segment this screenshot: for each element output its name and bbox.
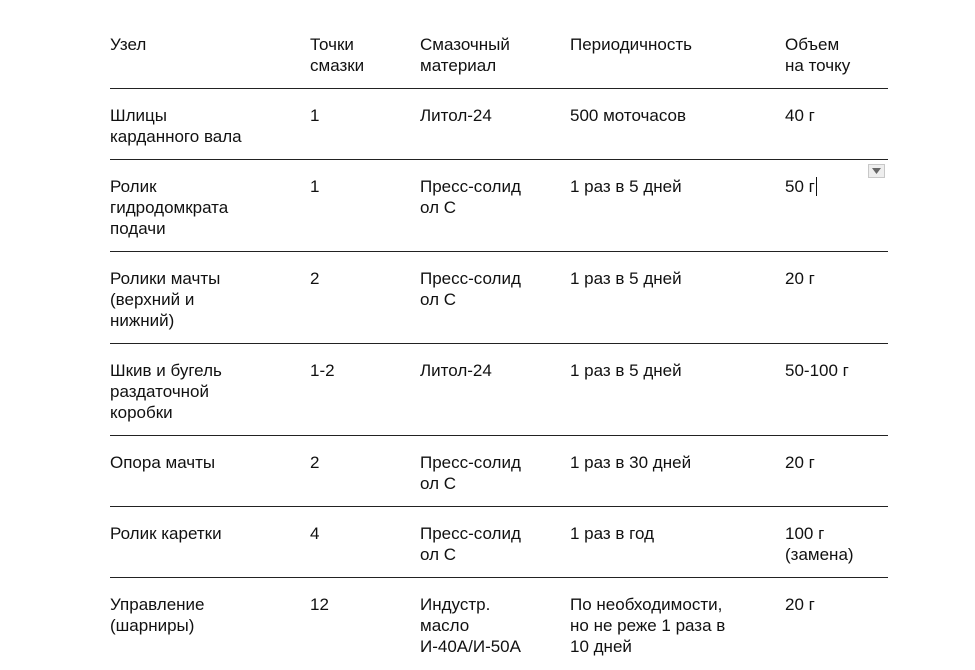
header-node[interactable]: Узел [110,35,147,54]
cell-lubricant[interactable]: Пресс-солид ол С [420,269,521,309]
cell-node[interactable]: Ролик гидродомкрата подачи [110,177,229,238]
cell-node[interactable]: Ролики мачты (верхний и нижний) [110,269,221,330]
cell-volume[interactable]: 50-100 г [785,361,849,380]
cell-node[interactable]: Опора мачты [110,453,216,472]
cell-volume[interactable]: 100 г (замена) [785,524,854,564]
cell-periodicity[interactable]: 1 раз в 5 дней [570,269,682,288]
cell-lubricant[interactable]: Пресс-солид ол С [420,177,521,217]
cell-volume[interactable]: 20 г [785,595,815,614]
cell-node[interactable]: Шкив и бугель раздаточной коробки [110,361,222,422]
table-header-row [110,33,888,89]
cell-periodicity[interactable]: 1 раз в 30 дней [570,453,692,472]
cell-node[interactable]: Ролик каретки [110,524,222,543]
cell-periodicity[interactable]: По необходимости, но не реже 1 раза в 10 дней [570,595,726,656]
cell-periodicity[interactable]: 500 моточасов [570,106,687,125]
cell-points[interactable]: 12 [310,595,329,614]
cell-dropdown-button[interactable] [868,164,885,178]
cell-points[interactable]: 4 [310,524,320,543]
header-periodicity[interactable]: Периодичность [570,35,692,54]
cell-periodicity[interactable]: 1 раз в 5 дней [570,361,682,380]
cell-node[interactable]: Управление (шарниры) [110,595,205,635]
table-row [110,578,888,670]
header-points[interactable]: Точки смазки [310,35,365,75]
table-row [110,344,888,436]
cell-node[interactable]: Шлицы карданного вала [110,106,242,146]
triangle-down-icon [872,168,881,174]
cell-points[interactable]: 1 [310,106,320,125]
cell-volume[interactable]: 20 г [785,453,815,472]
table-row [110,436,888,507]
cell-lubricant[interactable]: Литол-24 [420,361,492,380]
cell-volume[interactable]: 20 г [785,269,815,288]
cell-lubricant[interactable]: Пресс-солид ол С [420,453,521,493]
cell-points[interactable]: 2 [310,269,320,288]
cell-volume[interactable]: 40 г [785,106,815,125]
header-lubricant[interactable]: Смазочный материал [420,35,510,75]
table-row [110,160,888,252]
cell-points[interactable]: 2 [310,453,320,472]
lubrication-table [110,33,888,670]
cell-volume-active[interactable] [785,176,888,251]
cell-points[interactable]: 1 [310,177,320,196]
cell-lubricant[interactable]: Индустр. масло И-40А/И-50А [420,595,521,656]
header-volume[interactable]: Объем на точку [785,35,851,75]
cell-lubricant[interactable]: Литол-24 [420,106,492,125]
cell-periodicity[interactable]: 1 раз в год [570,524,654,543]
cell-volume-text: 50 г [785,177,815,196]
cell-periodicity[interactable]: 1 раз в 5 дней [570,177,682,196]
table-row [110,507,888,578]
text-cursor [816,177,817,196]
table-row [110,252,888,344]
cell-points[interactable]: 1-2 [310,361,335,380]
cell-lubricant[interactable]: Пресс-солид ол С [420,524,521,564]
table-row [110,89,888,160]
